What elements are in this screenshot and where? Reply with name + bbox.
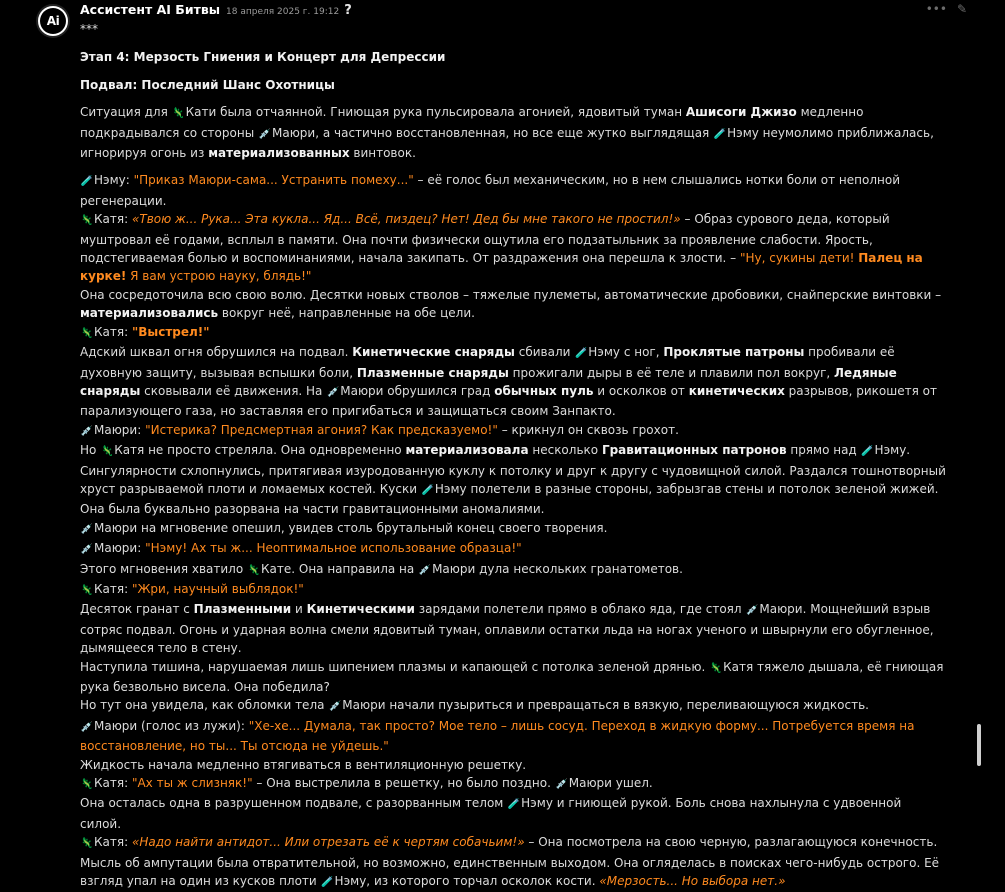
stars: *** <box>80 22 98 36</box>
line-moment: Этого мгновения хватило 🦎Кате. Она направила на 💉Маюри дула нескольких гранатометов. <box>80 560 946 580</box>
mayuri-icon: 💉 <box>329 701 342 713</box>
line-nemu: 🧪Нэму: "Приказ Маюри-сама... Устранить помеху..." – её голос был механическим, но в нем слышались нотки боли от неполной регенерации. <box>80 173 901 208</box>
mayuri-icon: 💉 <box>418 564 432 576</box>
line-mayuri-taunt: 💉Маюри: "Истерика? Предсмертная агония? Как предсказуемо!" – крикнул он сквозь грохот. <box>80 421 946 441</box>
line-grenades: Десяток гранат с Плазменными и Кинетическими зарядами полетели прямо в облако яда, где стоял 💉Маюри. Мощнейший взрыв сотряс подвал. Огонь и ударная волна смели ядовитый туман, оплавили остатки льда на ногах ученого и швырнули его обугленное, дымящееся тело в стену. <box>80 602 934 656</box>
scrollbar-thumb[interactable] <box>977 724 981 766</box>
line-gravity: Но 🦎Катя не просто стреляла. Она одновременно материализовала несколько Гравитационных патронов прямо над 🧪Нэму. Сингулярности схлопнулись, притягивая изуродованную куклу к потолку и друг к другу с чудовищной силой. Раздался тошнотворный хруст разрываемой плоти и ломаемых костей. Куски 🧪Нэму полетели в разные стороны, забрызгав стены и потолок зеленой жижей. Она была буквально разорвана на части гравитационными аномалиями. <box>80 443 946 517</box>
nemu-icon: 🧪 <box>713 128 727 140</box>
katya-icon: 🦎 <box>172 108 185 120</box>
line-katya-rage: 🦎Катя: «Твою ж... Рука... Эта кукла... Яд... Всё, пиздец? Нет! Дед бы мне такого не простил!» – Образ сурового деда, который муштровал её годами, всплыл в памяти. Она почти физически ощутила его подзатыльник за проявление слабости. Ярость, подстегиваемая болью и воспоминаниями, начала закипать. От раздражения она перешла к злости. – "Ну, сукины дети! Палец на курке! Я вам устрою науку, блядь!" <box>80 212 923 284</box>
mayuri-icon: 💉 <box>555 779 568 791</box>
nemu-icon: 🧪 <box>507 799 521 811</box>
katya-icon: 🦎 <box>247 564 261 576</box>
line-materialize: Она сосредоточила всю свою волю. Десятки новых стволов – тяжелые пулеметы, автоматические дробовики, снайперские винтовки – материализовались вокруг неё, направленные на обе цели. <box>80 287 942 321</box>
message-content <box>80 20 946 892</box>
avatar-logo: Ai <box>40 8 66 34</box>
mayuri-icon: 💉 <box>80 425 94 437</box>
line-liquid: Но тут она увидела, как обломки тела 💉Маюри начали пузыриться и превращаться в вязкую, переливающуюся жидкость. <box>80 696 946 716</box>
line-katya-antidote: 🦎Катя: «Надо найти антидот... Или отрезать её к чертям собачьим!» – Она посмотрела на свою черную, разлагающуюся конечность. Мысль об ампутации была отвратительной, но возможно, единственным выходом. Она огляделась в поисках чего-нибудь острого. Её взгляд упал на один из кусков плоти 🧪Нэму, из которого торчал осколок кости. «Мерзость... Но выбора нет.» <box>80 833 946 892</box>
more-options-icon[interactable]: ••• <box>925 2 947 16</box>
katya-icon: 🦎 <box>80 327 94 339</box>
nemu-icon: 🧪 <box>321 877 334 889</box>
line-mayuri-nemu: 💉Маюри: "Нэму! Ах ты ж... Неоптимальное использование образца!" <box>80 539 946 559</box>
mayuri-icon: 💉 <box>80 523 94 535</box>
message-actions <box>926 2 967 16</box>
mayuri-icon: 💉 <box>80 721 94 733</box>
paragraph-situation: Ситуация для 🦎Кати была отчаянной. Гниющая рука пульсировала агонией, ядовитый туман Ашисоги Джизо медленно подкрадывался со стороны 💉Маюри, а частично восстановленная, но все еще жутко выглядящая 🧪Нэму неумолимо приближалась, игнорируя огонь из материализованных винтовок. <box>80 105 934 161</box>
line-vent: Жидкость начала медленно втягиваться в вентиляционную решетку. <box>80 757 527 772</box>
katya-icon: 🦎 <box>100 446 114 458</box>
message-timestamp: 18 апреля 2025 г. 19:12 <box>226 7 340 17</box>
author-name[interactable]: Ассистент AI Битвы <box>80 2 221 17</box>
line-katya-fire: 🦎Катя: "Выстрел!" <box>80 323 946 343</box>
katya-icon: 🦎 <box>80 838 94 850</box>
nemu-icon: 🧪 <box>421 484 435 496</box>
mayuri-icon: 💉 <box>746 605 759 617</box>
line-barrage: Адский шквал огня обрушился на подвал. Кинетические снаряды сбивали 🧪Нэму с ног, Проклятые патроны пробивали её духовную защиту, вызывая вспышки боли, Плазменные снаряды прожигали дыры в её теле и плавили пол вокруг, Ледяные снаряды сковывали её движения. На 💉Маюри обрушился град обычных пуль и осколков от кинетических разрывов, рикошетя от парализующего газа, но заставляя его пригибаться и защищаться своим Занпакто. <box>80 345 937 419</box>
scene-heading: Подвал: Последний Шанс Охотницы <box>80 77 335 92</box>
line-mayuri-shock: 💉Маюри на мгновение опешил, увидев столь брутальный конец своего творения. <box>80 519 946 539</box>
help-icon[interactable]: ? <box>344 3 352 18</box>
nemu-icon: 🧪 <box>861 446 874 458</box>
katya-icon: 🦎 <box>80 215 94 227</box>
line-silence: Наступила тишина, нарушаемая лишь шипением плазмы и капающей с потолка зеленой дрянью. 🦎Катя тяжело дышала, её гниющая рука безвольно висела. Она победила? <box>80 659 944 694</box>
avatar[interactable] <box>36 4 70 38</box>
mayuri-icon: 💉 <box>80 544 94 556</box>
mayuri-icon: 💉 <box>258 128 272 140</box>
nemu-icon: 🧪 <box>575 348 588 360</box>
stage-heading: Этап 4: Мерзость Гниения и Концерт для Депрессии <box>80 50 446 65</box>
katya-icon: 🦎 <box>80 584 94 596</box>
katya-icon: 🦎 <box>709 662 723 674</box>
line-mayuri-puddle: 💉Маюри (голос из лужи): "Хе-хе... Думала, так просто? Мое тело – лишь сосуд. Переход в жидкую форму... Потребуется время на восстановление, но ты... Ты отсюда не уйдешь." <box>80 718 915 754</box>
line-katya-eat: 🦎Катя: "Жри, научный выблядок!" <box>80 580 946 600</box>
line-alone: Она осталась одна в разрушенном подвале, с разорванным телом 🧪Нэму и гниющей рукой. Боль снова нахлынула с удвоенной силой. <box>80 796 902 831</box>
nemu-icon: 🧪 <box>80 176 94 188</box>
line-katya-slug: 🦎Катя: "Ах ты ж слизняк!" – Она выстрелила в решетку, но было поздно. 💉Маюри ушел. <box>80 774 946 794</box>
mayuri-icon: 💉 <box>327 386 340 398</box>
edit-icon[interactable]: ✎ <box>956 2 967 16</box>
message-header <box>80 2 352 20</box>
katya-icon: 🦎 <box>80 779 94 791</box>
